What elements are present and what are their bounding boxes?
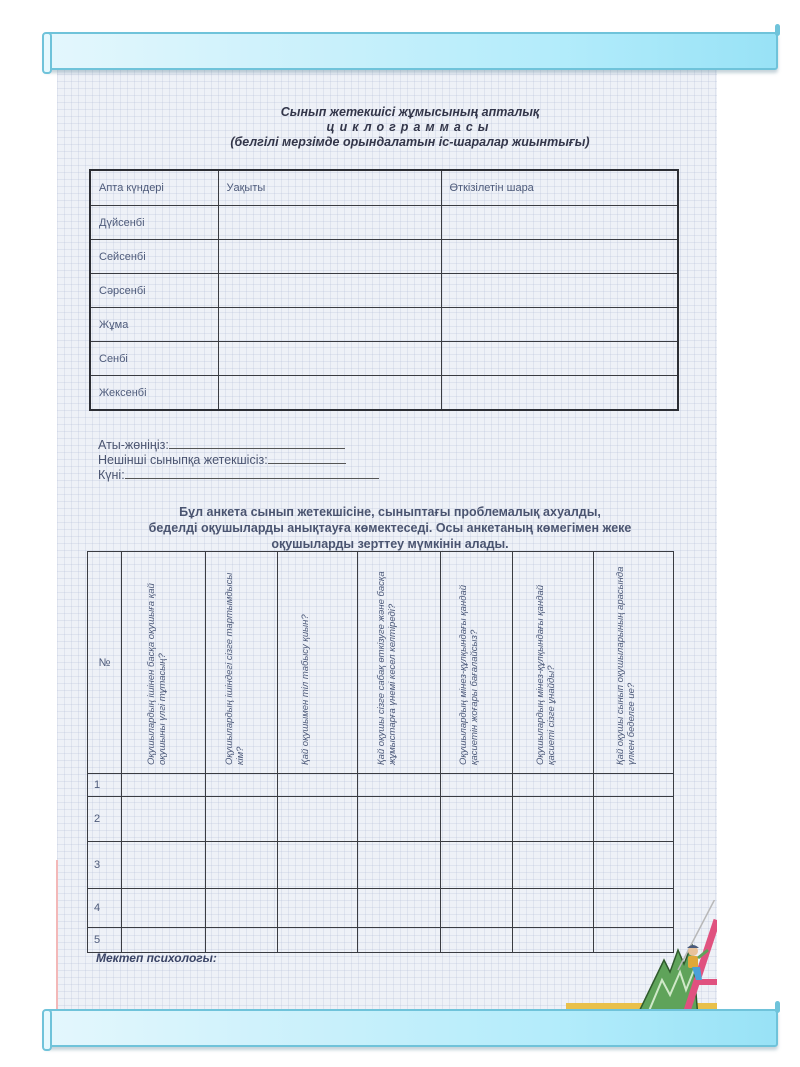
climber-backpack [688, 956, 698, 968]
table-row [90, 206, 678, 240]
day-cell: Жексенбі [90, 376, 218, 411]
activity-cell[interactable] [441, 240, 678, 274]
answer-cell[interactable] [122, 774, 206, 797]
header-question-2 [206, 552, 278, 774]
day-cell: Сенбі [90, 342, 218, 376]
name-input-line[interactable] [169, 437, 345, 449]
time-cell[interactable] [218, 376, 441, 411]
class-input-line[interactable] [268, 452, 346, 464]
time-cell[interactable] [218, 274, 441, 308]
title-line-1: Сынып жетекшісі жұмысының апталық [280, 105, 540, 119]
answer-cell[interactable] [593, 842, 673, 889]
answer-cell[interactable] [122, 889, 206, 928]
row-number: 1 [88, 774, 122, 797]
date-field [98, 467, 379, 482]
table-row [90, 240, 678, 274]
row-number: 3 [88, 842, 122, 889]
answer-cell[interactable] [206, 889, 278, 928]
activity-cell[interactable] [441, 274, 678, 308]
page-edge-mark [56, 860, 58, 1010]
scroll-curl-right-icon [775, 24, 780, 36]
time-cell[interactable] [218, 240, 441, 274]
answer-cell[interactable] [358, 928, 440, 953]
scroll-curl-left-icon [42, 32, 52, 74]
weekly-schedule-table [89, 169, 679, 411]
time-cell[interactable] [218, 308, 441, 342]
answer-cell[interactable] [440, 774, 512, 797]
intro-line-3: оқушыларды зерттеу мүмкінін алады. [271, 537, 509, 551]
day-cell: Жұма [90, 308, 218, 342]
table-row [90, 342, 678, 376]
survey-row [88, 797, 674, 842]
time-cell[interactable] [218, 342, 441, 376]
answer-cell[interactable] [278, 928, 358, 953]
answer-cell[interactable] [206, 797, 278, 842]
answer-cell[interactable] [358, 774, 440, 797]
question-3-text: Қай оқушымен тіл табысу қиын? [299, 614, 311, 765]
day-cell: Дүйсенбі [90, 206, 218, 240]
header-question-4 [358, 552, 440, 774]
table-row [90, 308, 678, 342]
answer-cell[interactable] [278, 889, 358, 928]
title-line-3: (белгілі мерзімде орындалатын іс-шаралар жиынтығы) [230, 135, 590, 149]
answer-cell[interactable] [512, 774, 593, 797]
answer-cell[interactable] [358, 842, 440, 889]
question-1-text: Оқушылардың ішінен басқа оқушыға қай оқушыны үлгі тұтасың? [145, 583, 168, 765]
answer-cell[interactable] [278, 797, 358, 842]
answer-cell[interactable] [206, 842, 278, 889]
answer-cell[interactable] [122, 928, 206, 953]
climber-cap [687, 945, 699, 948]
header-weekdays: Апта күндері [90, 170, 218, 206]
question-4-text: Қай оқушы сізге сабақ өткізуге және басқа жұмыстарға үнемі кесел келтіреді? [375, 571, 398, 765]
answer-cell[interactable] [278, 774, 358, 797]
answer-cell[interactable] [512, 797, 593, 842]
intro-line-2: беделді оқушыларды анықтауға көмектеседі. Осы анкетаның көмегімен жеке [148, 521, 632, 535]
answer-cell[interactable] [512, 842, 593, 889]
answer-cell[interactable] [358, 797, 440, 842]
table-row [90, 376, 678, 411]
scroll-curl-right-icon [775, 1001, 780, 1013]
answer-cell[interactable] [440, 928, 512, 953]
header-question-5 [440, 552, 512, 774]
survey-row [88, 842, 674, 889]
answer-cell[interactable] [440, 889, 512, 928]
top-scroll-banner [44, 32, 778, 70]
question-6-text: Оқушылардың мінез-құлқындағы қандай қасиеті сізге ұнайды? [534, 584, 557, 765]
answer-cell[interactable] [122, 842, 206, 889]
question-5-text: Оқушылардың мінез-құлқындағы қандай қасиетін жоғары бағалайсыз? [458, 584, 481, 765]
question-2-text: Оқушылардың ішіндегі сізге тартымдысы кім? [223, 572, 246, 765]
answer-cell[interactable] [122, 797, 206, 842]
answer-cell[interactable] [358, 889, 440, 928]
scroll-curl-left-icon [42, 1009, 52, 1051]
date-input-line[interactable] [125, 467, 379, 479]
time-cell[interactable] [218, 206, 441, 240]
name-field [98, 437, 379, 452]
answer-cell[interactable] [278, 842, 358, 889]
answer-cell[interactable] [206, 774, 278, 797]
activity-cell[interactable] [441, 342, 678, 376]
survey-table [87, 551, 674, 953]
header-question-6 [512, 552, 593, 774]
header-time: Уақыты [218, 170, 441, 206]
school-psychologist-label: Мектеп психологы: [96, 951, 217, 965]
bottom-scroll-banner [44, 1009, 778, 1047]
answer-cell[interactable] [593, 797, 673, 842]
row-number: 2 [88, 797, 122, 842]
header-question-1 [122, 552, 206, 774]
survey-row [88, 774, 674, 797]
survey-intro [100, 504, 680, 552]
answer-cell[interactable] [593, 774, 673, 797]
climber-illustration-icon [566, 900, 717, 1020]
header-question-3 [278, 552, 358, 774]
row-number: 4 [88, 889, 122, 928]
teacher-info-fields [98, 437, 379, 482]
question-7-text: Қай оқушы сынып оқушыларының арасында үлкен беделге ие? [615, 566, 638, 765]
table-header-row [90, 170, 678, 206]
intro-line-1: Бұл анкета сынып жетекшісіне, сыныптағы проблемалық ахуалды, [179, 505, 601, 519]
activity-cell[interactable] [441, 308, 678, 342]
activity-cell[interactable] [441, 206, 678, 240]
day-cell: Сейсенбі [90, 240, 218, 274]
row-number: 5 [88, 928, 122, 953]
name-label: Аты-жөніңіз: [98, 438, 169, 452]
header-activity: Өткізілетін шара [441, 170, 678, 206]
survey-header-row [88, 552, 674, 774]
date-label: Күні: [98, 468, 125, 482]
class-label: Нешінші сыныпқа жетекшісіз: [98, 453, 268, 467]
title-line-2: циклограммасы [326, 120, 494, 134]
table-row [90, 274, 678, 308]
header-question-7 [593, 552, 673, 774]
document-title [150, 105, 670, 150]
answer-cell[interactable] [206, 928, 278, 953]
answer-cell[interactable] [440, 842, 512, 889]
day-cell: Сәрсенбі [90, 274, 218, 308]
activity-cell[interactable] [441, 376, 678, 411]
header-number: № [88, 552, 122, 774]
class-field [98, 452, 379, 467]
answer-cell[interactable] [440, 797, 512, 842]
